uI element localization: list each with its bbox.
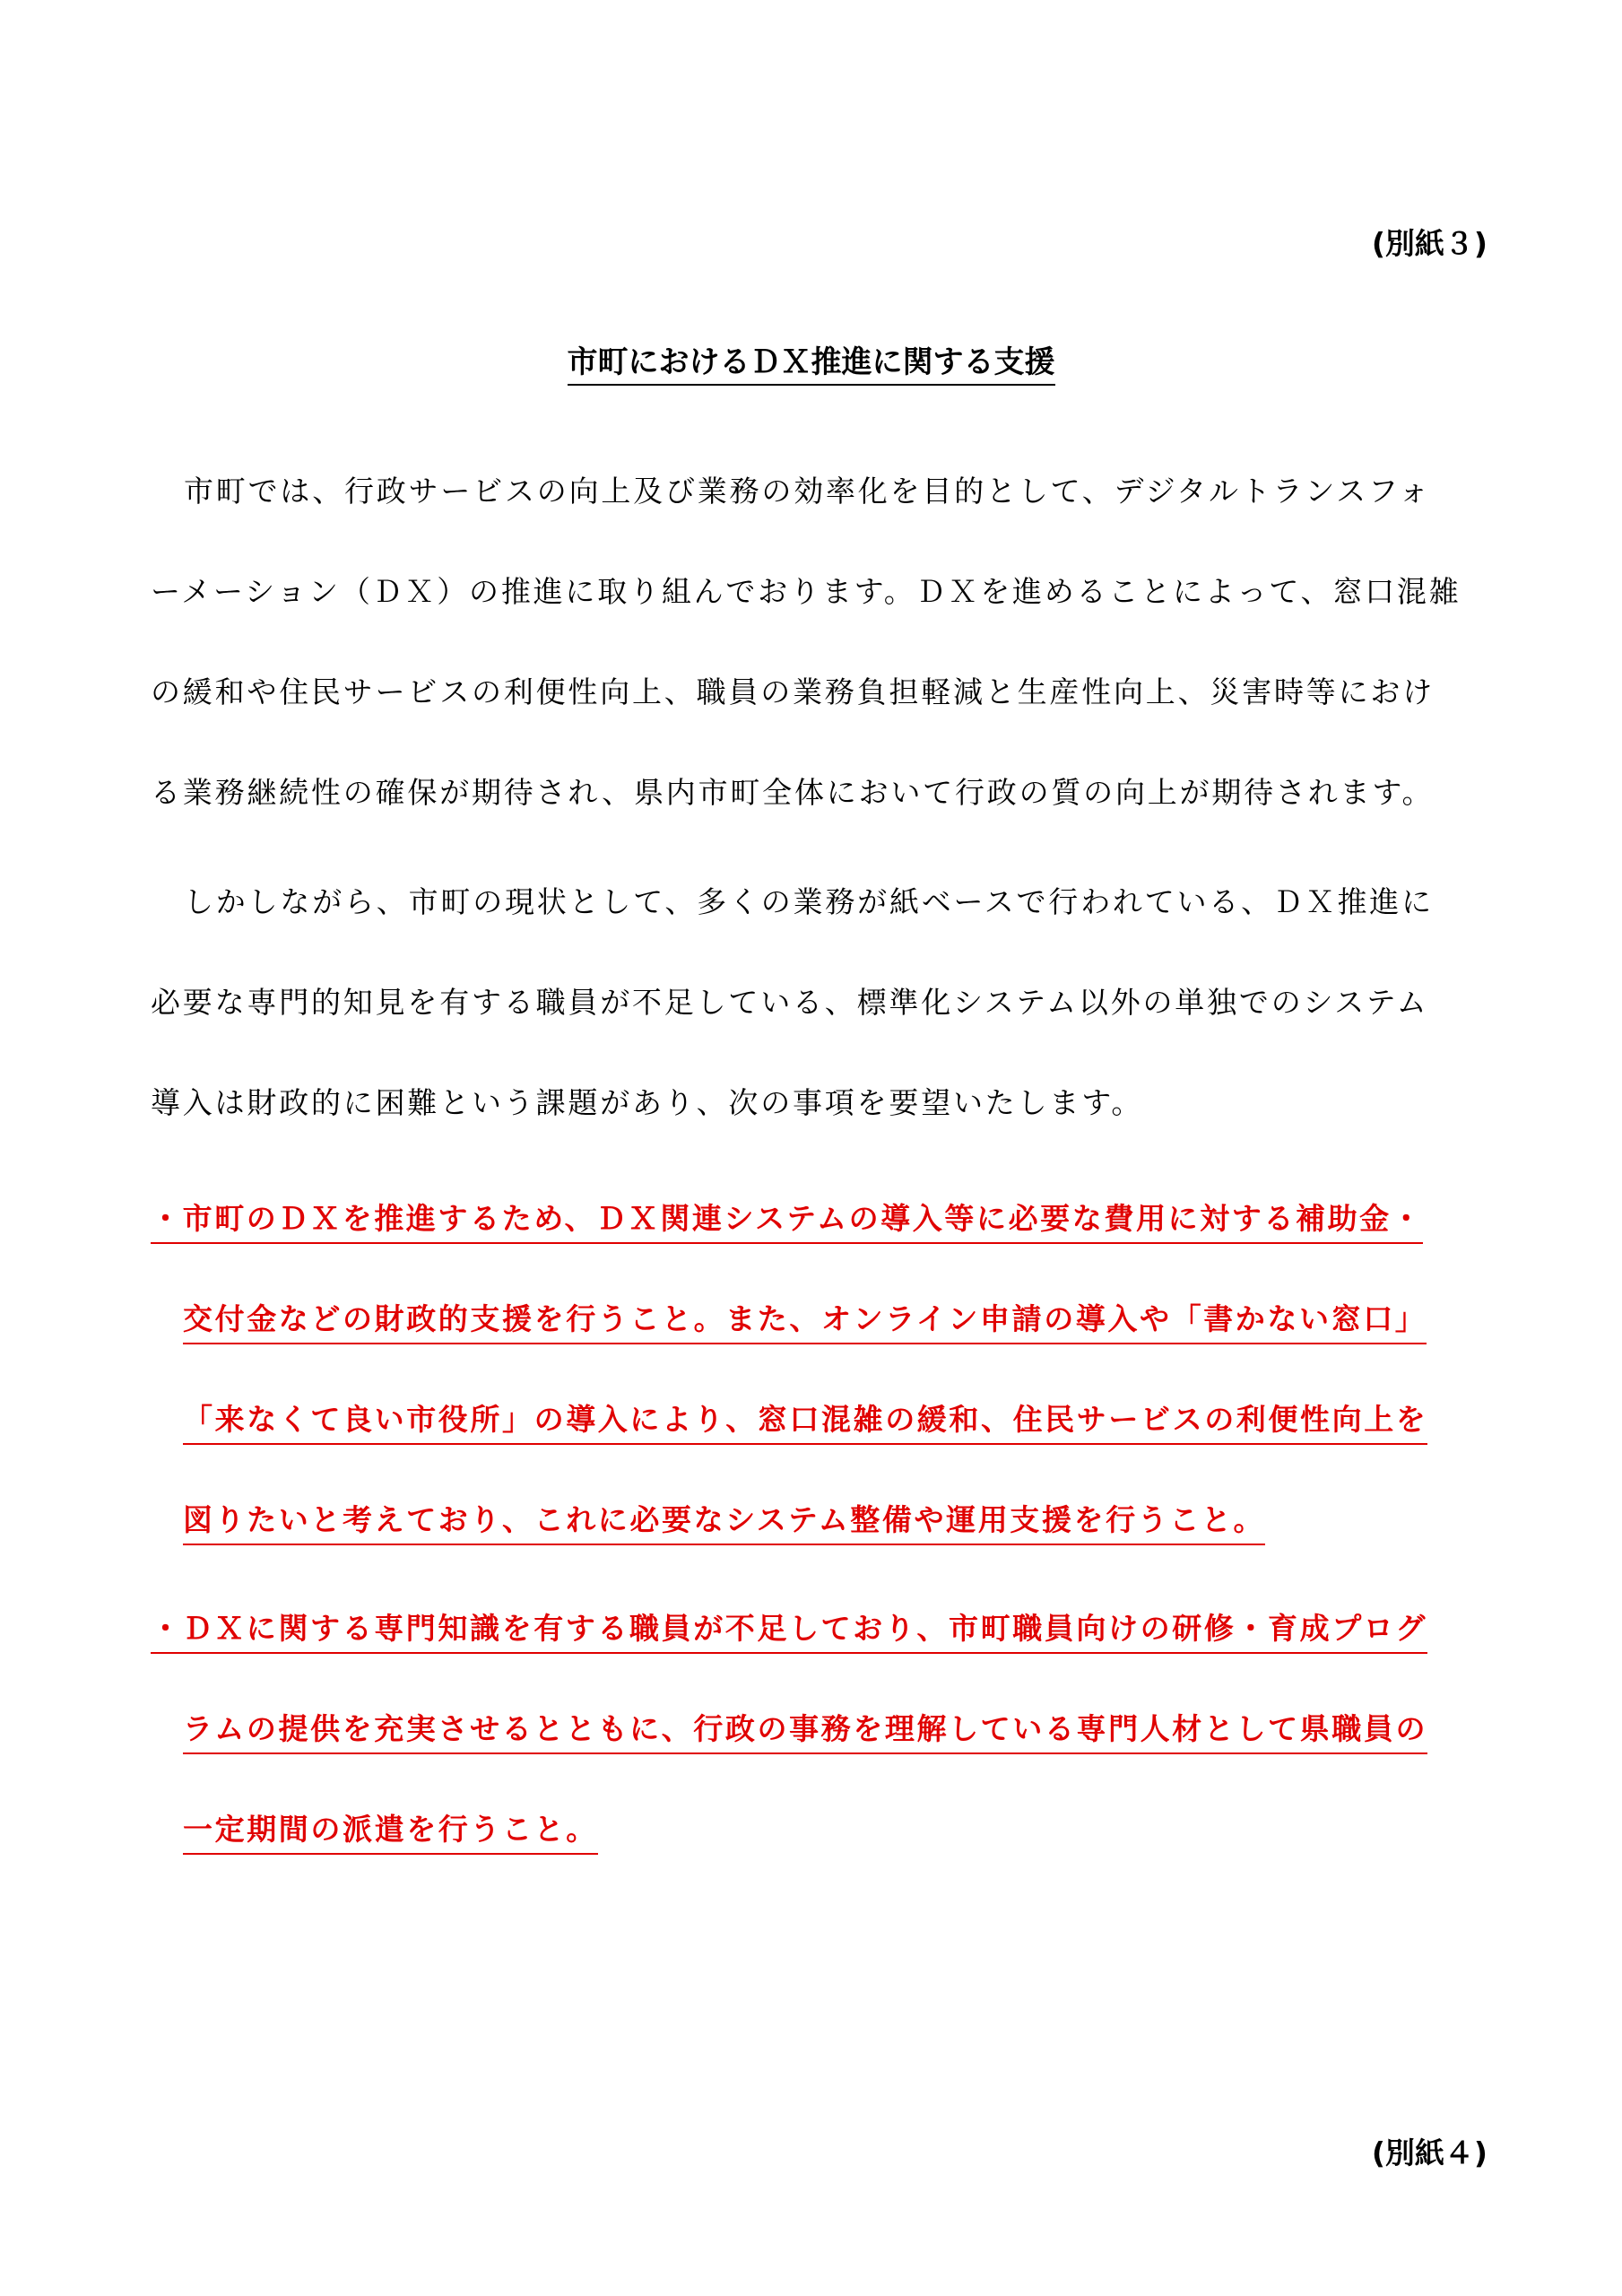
request2-line3 xyxy=(183,1812,598,1855)
paragraph1-line3: の緩和や住民サービスの利便性向上、職員の業務負担軽減と生産性向上、災害時等におけ xyxy=(151,674,1435,709)
request1-line1-text: ・市町のＤＸを推進するため、ＤＸ関連システムの導入等に必要な費用に対する補助金・ xyxy=(151,1201,1423,1244)
request1-line2 xyxy=(183,1301,1427,1344)
request1-line3 xyxy=(183,1402,1427,1445)
request1-line1 xyxy=(151,1201,1423,1244)
document-title-text: 市町におけるＤＸ推進に関する支援 xyxy=(568,344,1055,386)
request1-line4 xyxy=(183,1502,1265,1545)
paragraph2-line2: 必要な専門的知見を有する職員が不足している、標準化システム以外の単独でのシステム xyxy=(151,985,1429,1020)
paragraph2-line3: 導入は財政的に困難という課題があり、次の事項を要望いたします。 xyxy=(151,1085,1144,1120)
document-title xyxy=(0,343,1622,382)
request2-line2 xyxy=(183,1711,1427,1754)
request2-line3-text: 一定期間の派遣を行うこと。 xyxy=(183,1812,598,1855)
request2-line1-text: ・ＤＸに関する専門知識を有する職員が不足しており、市町職員向けの研修・育成プログ xyxy=(151,1611,1427,1654)
attachment-label-top: (別紙３) xyxy=(1371,226,1488,261)
request1-line2-text: 交付金などの財政的支援を行うこと。また、オンライン申請の導入や「書かない窓口」 xyxy=(183,1301,1427,1344)
attachment-label-bottom: (別紙４) xyxy=(1371,2135,1488,2170)
paragraph2-line1: しかしながら、市町の現状として、多くの業務が紙ベースで行われている、ＤＸ推進に xyxy=(184,884,1434,919)
request1-line4-text: 図りたいと考えており、これに必要なシステム整備や運用支援を行うこと。 xyxy=(183,1502,1265,1545)
paragraph1-line2: ーメーション（ＤＸ）の推進に取り組んでおります。ＤＸを進めることによって、窓口混雑 xyxy=(151,574,1462,609)
request1-line3-text: 「来なくて良い市役所」の導入により、窓口混雑の緩和、住民サービスの利便性向上を xyxy=(183,1402,1427,1445)
paragraph1-line1: 市町では、行政サービスの向上及び業務の効率化を目的として、デジタルトランスフォ xyxy=(184,474,1431,509)
request2-line2-text: ラムの提供を充実させるとともに、行政の事務を理解している専門人材として県職員の xyxy=(183,1711,1427,1754)
request2-line1 xyxy=(151,1611,1427,1654)
paragraph1-line4: る業務継続性の確保が期待され、県内市町全体において行政の質の向上が期待されます。 xyxy=(151,775,1435,810)
